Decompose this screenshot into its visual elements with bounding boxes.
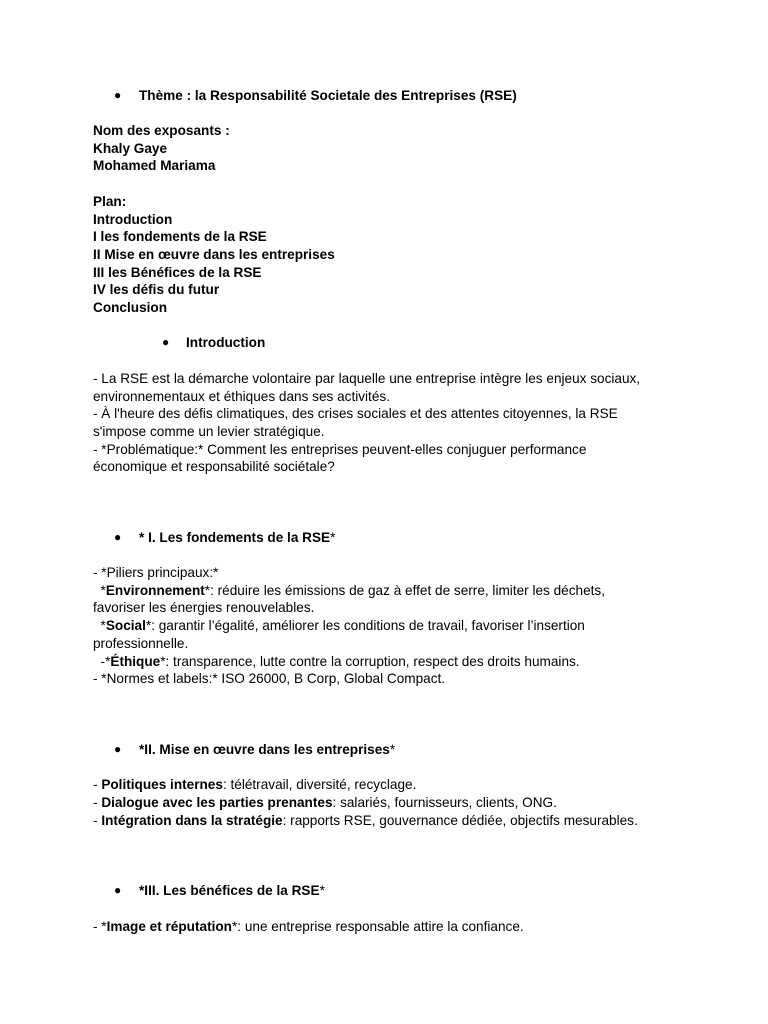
plan-item: Introduction: [93, 211, 173, 227]
environnement-cont: favoriser les énergies renouvelables.: [93, 600, 315, 616]
ethique-line: -*Éthique*: transparence, lutte contre la corruption, respect des droits humains.: [93, 653, 580, 669]
section1-title: * I. Les fondements de la RSE*: [139, 529, 336, 545]
section3-item: - *Image et réputation*: une entreprise responsable attire la confiance.: [93, 918, 524, 934]
intro-line: environnementaux et éthiques dans ses activités.: [93, 388, 390, 404]
plan-item: I les fondements de la RSE: [93, 229, 267, 245]
plan-item: II Mise en œuvre dans les entreprises: [93, 246, 335, 262]
theme-title: Thème : la Responsabilité Societale des Entreprises (RSE): [139, 88, 517, 103]
intro-line: - La RSE est la démarche volontaire par laquelle une entreprise intègre les enjeux sociaux,: [93, 370, 641, 386]
environnement-line: *Environnement*: réduire les émissions de gaz à effet de serre, limiter les déchets,: [93, 582, 605, 598]
plan-item: Conclusion: [93, 300, 168, 315]
plan-item: IV les défis du futur: [93, 282, 220, 298]
exposant-name: Khaly Gaye: [93, 140, 168, 156]
social-cont: professionnelle.: [93, 635, 189, 651]
intro-line: s'impose comme un levier stratégique.: [93, 423, 325, 439]
piliers-line: - *Piliers principaux:*: [93, 565, 219, 580]
plan-heading: Plan:: [93, 193, 127, 209]
section2-item: - Politiques internes: télétravail, diversité, recyclage.: [93, 777, 417, 793]
intro-line: économique et responsabilité sociétale?: [93, 459, 335, 475]
section3-title: *III. Les bénéfices de la RSE*: [139, 883, 325, 899]
intro-line: - À l'heure des défis climatiques, des crises sociales et des attentes citoyennes, la RSE: [93, 406, 618, 422]
intro-line: - *Problématique:* Comment les entreprises peuvent-elles conjuguer performance: [93, 441, 587, 457]
bullet-icon: ●: [114, 529, 122, 544]
exposants-heading: Nom des exposants :: [93, 123, 230, 138]
section2-item: - Intégration dans la stratégie: rapports RSE, gouvernance dédiée, objectifs mesurables.: [93, 812, 638, 828]
bullet-icon: ●: [114, 883, 122, 898]
bullet-icon: ●: [114, 88, 122, 102]
social-line: *Social*: garantir l’égalité, améliorer les conditions de travail, favoriser l’insertion: [93, 618, 585, 634]
exposant-name: Mohamed Mariama: [93, 158, 216, 174]
bullet-icon: ●: [162, 335, 170, 350]
section2-item: - Dialogue avec les parties prenantes: salariés, fournisseurs, clients, ONG.: [93, 794, 557, 810]
section2-title: *II. Mise en œuvre dans les entreprises*: [139, 741, 396, 757]
bullet-icon: ●: [114, 741, 122, 756]
normes-line: - *Normes et labels:* ISO 26000, B Corp, Global Compact.: [93, 671, 446, 687]
introduction-title: Introduction: [186, 335, 266, 351]
plan-item: III les Bénéfices de la RSE: [93, 264, 262, 280]
